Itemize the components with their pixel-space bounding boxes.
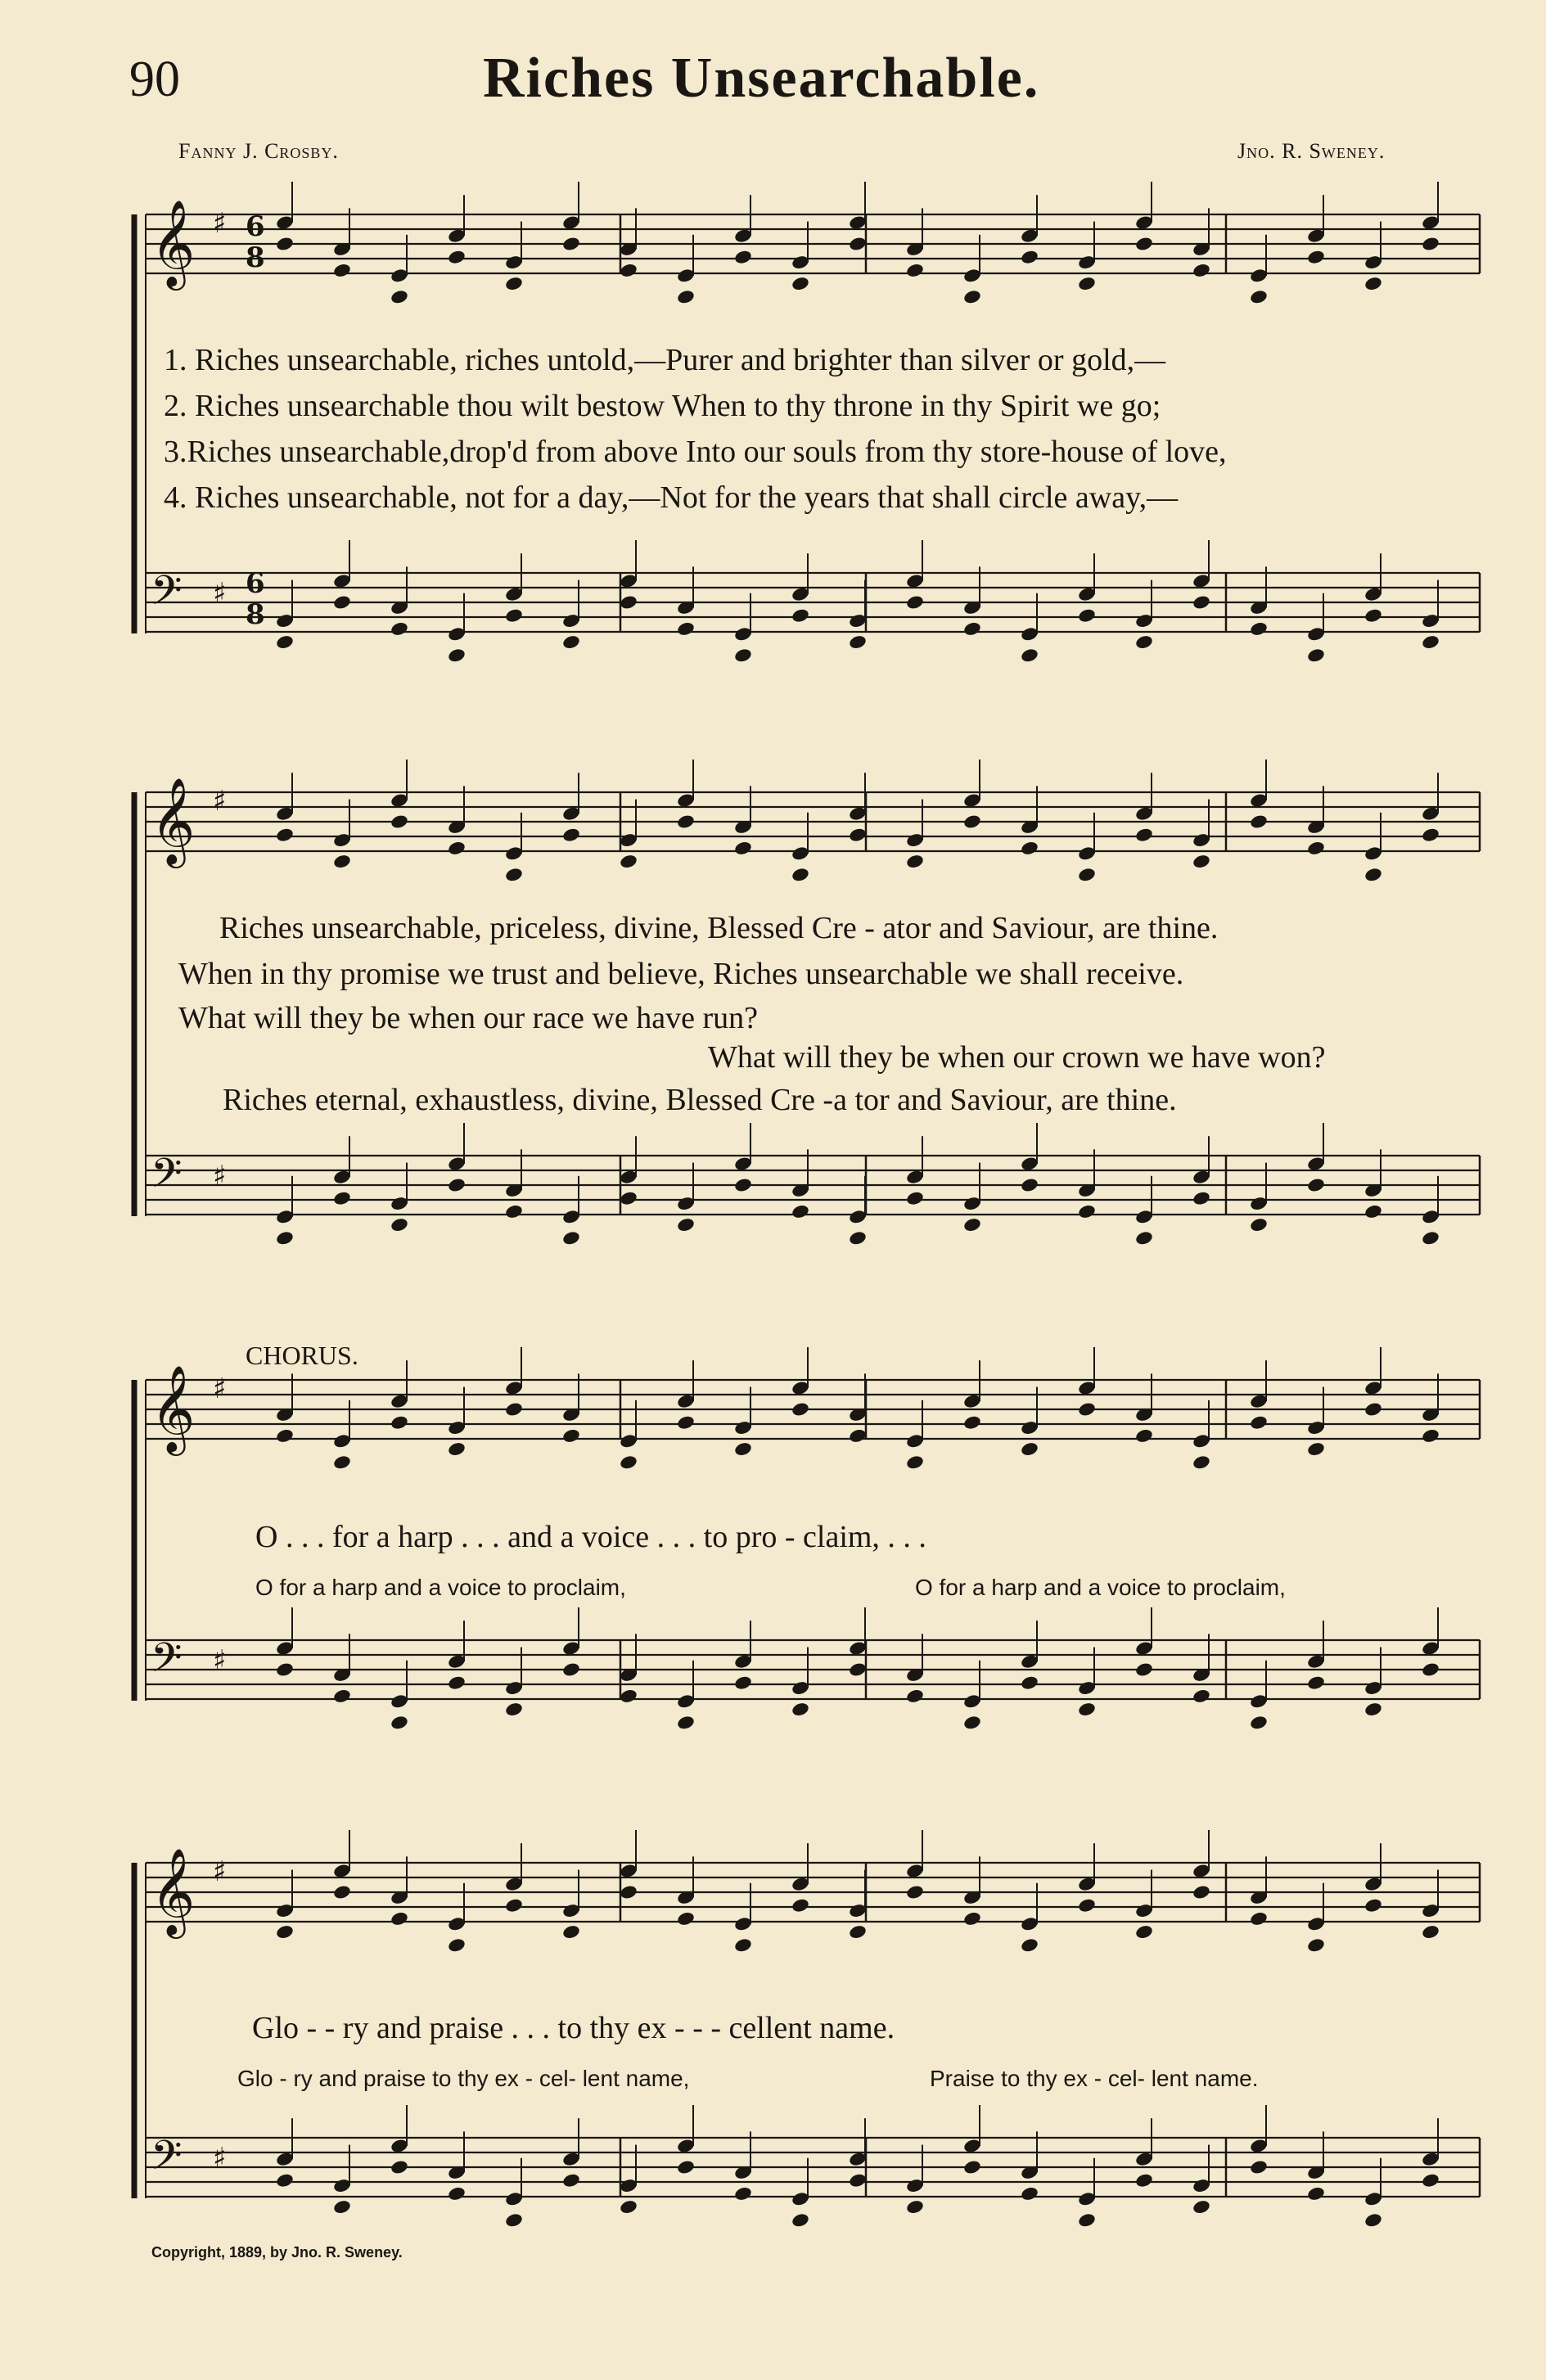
note-head [848, 1427, 868, 1444]
note-head [1192, 1454, 1211, 1471]
note-head [390, 289, 409, 305]
sharp-icon: ♯ [213, 1644, 227, 1677]
note-head [1306, 2185, 1326, 2202]
note-head [1020, 1177, 1039, 1193]
note-head [962, 289, 982, 305]
note-head [275, 1924, 295, 1941]
note-head [1249, 289, 1269, 305]
verse-1-cont: Riches unsearchable, priceless, divine, Blessed Cre - ator and Saviour, are thine. [219, 911, 1219, 945]
note-head [733, 840, 753, 856]
note-head [1421, 634, 1440, 651]
note-head [561, 236, 581, 252]
note-head [390, 814, 409, 830]
note-head [275, 634, 295, 651]
note-head [275, 1230, 295, 1246]
note-head [791, 1702, 810, 1718]
verse-4-cont: Riches eternal, exhaustless, divine, Blessed Cre -a tor and Saviour, are thine. [223, 1083, 1177, 1117]
note-head [1363, 2212, 1383, 2229]
note-head [561, 1924, 581, 1941]
note-head [1421, 1924, 1440, 1941]
note-head [962, 1217, 982, 1233]
note-head [332, 1688, 352, 1704]
note-head [791, 1897, 810, 1913]
sharp-icon: ♯ [213, 2142, 227, 2175]
note-head [332, 262, 352, 278]
note-head [504, 867, 524, 883]
note-head [1077, 1702, 1097, 1718]
note-head [962, 1910, 982, 1927]
note-head [962, 1414, 982, 1431]
note-head [1421, 1427, 1440, 1444]
note-head [1020, 840, 1039, 856]
time-signature-bottom: 8 [246, 241, 265, 274]
note-head [1421, 2172, 1440, 2188]
note-head [848, 236, 868, 252]
note-head [733, 1177, 753, 1193]
note-head [1306, 840, 1326, 856]
note-head [1249, 1715, 1269, 1731]
note-head [1363, 867, 1383, 883]
note-head [1020, 249, 1039, 265]
note-head [390, 1910, 409, 1927]
note-head [504, 1401, 524, 1418]
note-head [1249, 620, 1269, 637]
note-head [676, 2159, 696, 2175]
note-head [1421, 1661, 1440, 1678]
note-head [1249, 1414, 1269, 1431]
note-head [619, 1454, 638, 1471]
note-head [504, 1203, 524, 1219]
note-head [1134, 1661, 1154, 1678]
note-head [676, 1715, 696, 1731]
time-signature-top: 6 [246, 210, 265, 243]
note-head [447, 1675, 467, 1691]
note-head [1363, 1897, 1383, 1913]
note-head [275, 1661, 295, 1678]
note-head [447, 249, 467, 265]
note-head [905, 262, 925, 278]
note-head [332, 1884, 352, 1900]
note-head [1306, 1675, 1326, 1691]
note-head [1077, 2212, 1097, 2229]
note-head [561, 1427, 581, 1444]
sharp-icon: ♯ [213, 207, 227, 240]
note-head [1020, 2185, 1039, 2202]
note-head [905, 594, 925, 611]
note-head [619, 2199, 638, 2215]
note-head [962, 1715, 982, 1731]
time-signature-bottom: 8 [246, 598, 265, 631]
note-head [447, 1937, 467, 1954]
note-head [390, 620, 409, 637]
note-head [332, 854, 352, 870]
note-head [733, 1675, 753, 1691]
bass-clef-icon: 𝄢 [151, 1150, 183, 1207]
verse-2-cont: When in thy promise we trust and believe, Riches unsearchable we shall receive. [178, 957, 1184, 991]
note-head [1077, 276, 1097, 292]
note-head [1249, 1217, 1269, 1233]
note-head [1020, 1675, 1039, 1691]
note-head [791, 607, 810, 624]
note-head [275, 827, 295, 843]
note-head [905, 1884, 925, 1900]
chorus-line-1-echo-a: O for a harp and a voice to proclaim, [255, 1575, 626, 1600]
note-head [905, 1454, 925, 1471]
treble-clef-icon: 𝄞 [151, 777, 196, 864]
note-head [676, 620, 696, 637]
verse-2-line: 2. Riches unsearchable thou wilt bestow When to thy throne in thy Spirit we go; [164, 389, 1161, 423]
note-head [791, 1203, 810, 1219]
note-head [390, 1217, 409, 1233]
note-head [504, 607, 524, 624]
note-head [1134, 827, 1154, 843]
note-head [619, 1688, 638, 1704]
bass-clef-icon: 𝄢 [151, 2132, 183, 2189]
note-head [1249, 2159, 1269, 2175]
note-head [1363, 1702, 1383, 1718]
chorus-line-1: O . . . for a harp . . . and a voice . . . to pro - claim, . . . [255, 1520, 926, 1554]
note-head [504, 2212, 524, 2229]
note-head [619, 1190, 638, 1206]
note-head [733, 249, 753, 265]
note-head [504, 1897, 524, 1913]
note-head [390, 1414, 409, 1431]
hymn-title: Riches Unsearchable. [483, 47, 1040, 110]
note-head [676, 814, 696, 830]
note-head [1192, 262, 1211, 278]
note-head [619, 854, 638, 870]
note-head [848, 634, 868, 651]
note-head [791, 276, 810, 292]
note-head [447, 1441, 467, 1458]
note-head [1077, 1203, 1097, 1219]
note-head [962, 620, 982, 637]
note-head [1306, 647, 1326, 664]
note-head [1020, 1441, 1039, 1458]
chorus-label: CHORUS. [246, 1341, 358, 1370]
sharp-icon: ♯ [213, 1373, 227, 1405]
verse-4-line: 4. Riches unsearchable, not for a day,—Not for the years that shall circle away,— [164, 480, 1179, 515]
note-head [1134, 1230, 1154, 1246]
note-head [1192, 1884, 1211, 1900]
chorus-line-2: Glo - - ry and praise . . . to thy ex - - - cellent name. [252, 2011, 895, 2045]
verse-3-cont-a: What will they be when our race we have run? [178, 1001, 758, 1035]
note-head [561, 634, 581, 651]
note-head [447, 840, 467, 856]
note-head [447, 1177, 467, 1193]
note-head [561, 827, 581, 843]
note-head [733, 647, 753, 664]
note-head [1134, 236, 1154, 252]
note-head [1077, 1401, 1097, 1418]
note-head [676, 1217, 696, 1233]
note-head [561, 1661, 581, 1678]
note-head [1249, 1910, 1269, 1927]
lyricist-credit: Fanny J. Crosby. [178, 139, 339, 163]
note-head [1077, 607, 1097, 624]
note-head [962, 2159, 982, 2175]
note-head [848, 1661, 868, 1678]
note-head [676, 1414, 696, 1431]
note-head [676, 1910, 696, 1927]
note-head [791, 1401, 810, 1418]
bass-clef-icon: 𝄢 [151, 567, 183, 624]
composer-credit: Jno. R. Sweney. [1237, 139, 1386, 163]
note-head [848, 827, 868, 843]
bass-clef-icon: 𝄢 [151, 1634, 183, 1692]
note-head [1421, 236, 1440, 252]
note-head [1306, 1937, 1326, 1954]
note-head [1363, 276, 1383, 292]
note-head [1020, 1937, 1039, 1954]
note-head [1306, 1177, 1326, 1193]
note-head [1249, 814, 1269, 830]
note-head [962, 814, 982, 830]
note-head [733, 1441, 753, 1458]
note-head [733, 1937, 753, 1954]
treble-clef-icon: 𝄞 [151, 199, 196, 286]
note-head [619, 262, 638, 278]
page-number: 90 [129, 52, 180, 107]
note-head [1134, 1924, 1154, 1941]
note-head [1363, 607, 1383, 624]
note-head [1192, 1688, 1211, 1704]
note-head [561, 2172, 581, 2188]
note-head [332, 594, 352, 611]
note-head [1306, 249, 1326, 265]
note-head [1077, 867, 1097, 883]
chorus-line-2-echo-a: Glo - ry and praise to thy ex - cel- lent name, [237, 2066, 690, 2091]
note-head [504, 276, 524, 292]
note-head [905, 1688, 925, 1704]
note-head [1192, 2199, 1211, 2215]
sharp-icon: ♯ [213, 577, 227, 610]
note-head [848, 1230, 868, 1246]
note-head [504, 1702, 524, 1718]
note-head [791, 2212, 810, 2229]
copyright-notice: Copyright, 1889, by Jno. R. Sweney. [151, 2244, 403, 2261]
note-head [447, 2185, 467, 2202]
sharp-icon: ♯ [213, 1855, 227, 1888]
note-head [905, 2199, 925, 2215]
note-head [1020, 647, 1039, 664]
note-head [619, 1884, 638, 1900]
note-head [1306, 1441, 1326, 1458]
note-head [1134, 634, 1154, 651]
note-head [791, 867, 810, 883]
note-head [905, 1190, 925, 1206]
note-head [733, 2185, 753, 2202]
note-head [1077, 1897, 1097, 1913]
note-head [447, 647, 467, 664]
note-head [1192, 594, 1211, 611]
note-head [848, 1924, 868, 1941]
note-head [676, 289, 696, 305]
note-head [1192, 854, 1211, 870]
note-head [1134, 2172, 1154, 2188]
verse-1-line: 1. Riches unsearchable, riches untold,—Purer and brighter than silver or gold,— [164, 343, 1166, 377]
sharp-icon: ♯ [213, 785, 227, 818]
note-head [332, 2199, 352, 2215]
treble-clef-icon: 𝄞 [151, 1847, 196, 1935]
note-head [332, 1454, 352, 1471]
note-head [275, 2172, 295, 2188]
treble-clef-icon: 𝄞 [151, 1364, 196, 1452]
note-head [1363, 1203, 1383, 1219]
note-head [1421, 827, 1440, 843]
note-head [1134, 1427, 1154, 1444]
note-head [848, 2172, 868, 2188]
note-head [561, 1230, 581, 1246]
verse-3-line: 3.Riches unsearchable,drop'd from above Into our souls from thy store-house of love, [164, 435, 1227, 469]
note-head [275, 236, 295, 252]
note-head [619, 594, 638, 611]
note-head [1192, 1190, 1211, 1206]
note-head [390, 2159, 409, 2175]
note-head [1421, 1230, 1440, 1246]
chorus-line-1-echo-b: O for a harp and a voice to proclaim, [915, 1575, 1286, 1600]
sharp-icon: ♯ [213, 1160, 227, 1192]
time-signature-top: 6 [246, 567, 265, 600]
verse-3-cont-b: What will they be when our crown we have won? [708, 1040, 1326, 1075]
note-head [1363, 1401, 1383, 1418]
note-head [905, 854, 925, 870]
note-head [275, 1427, 295, 1444]
note-head [390, 1715, 409, 1731]
chorus-line-2-echo-b: Praise to thy ex - cel- lent name. [930, 2066, 1259, 2091]
note-head [332, 1190, 352, 1206]
